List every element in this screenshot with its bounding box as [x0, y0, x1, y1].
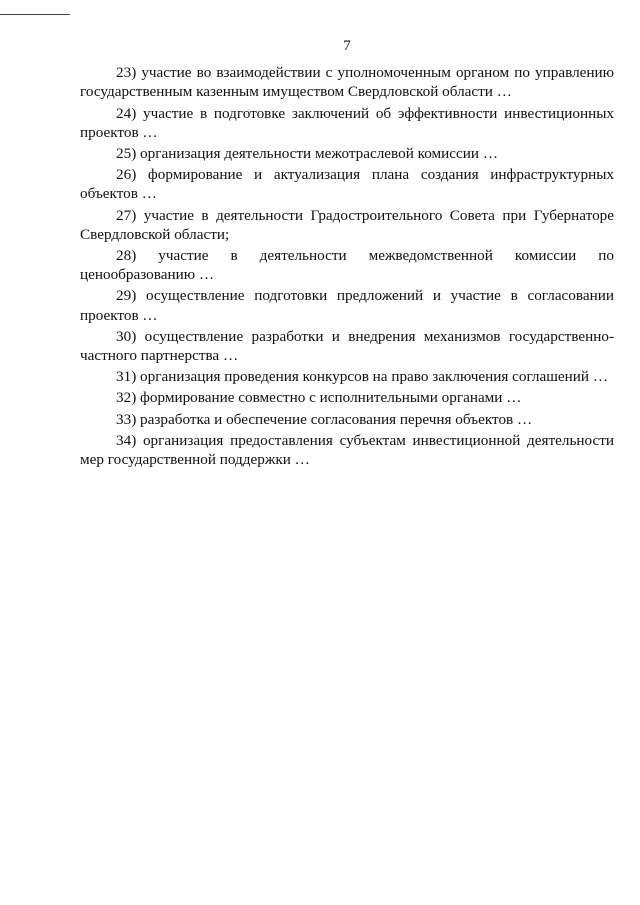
item-27: 27) участие в деятельности Градостроительного Совета при Губернаторе Свердловской области;: [80, 206, 614, 243]
header-rule: [0, 14, 70, 15]
item-28: 28) участие в деятельности межведомственной комиссии по ценообразованию …: [80, 247, 614, 284]
item-24: 24) участие в подготовке заключений об эффективности инвестиционных проектов …: [80, 104, 614, 141]
item-33: 33) разработка и обеспечение согласования перечня объектов …: [116, 410, 533, 428]
item-31: 31) организация проведения конкурсов на право заключения соглашений …: [116, 368, 609, 386]
item-23: 23) участие во взаимодействии с уполномоченным органом по управлению государственным казенным имуществом Свердловской области …: [80, 64, 614, 101]
item-29: 29) осуществление подготовки предложений и участие в согласовании проектов …: [80, 287, 614, 324]
item-34: 34) организация предоставления субъектам инвестиционной деятельности мер государственной поддержки …: [80, 431, 614, 469]
item-32: 32) формирование совместно с исполнительными органами …: [116, 389, 522, 407]
item-25: 25) организация деятельности межотраслевой комиссии …: [116, 145, 499, 163]
page-number: 7: [343, 37, 351, 54]
item-30: 30) осуществление разработки и внедрения механизмов государственно-частного партнерства …: [80, 327, 614, 365]
document-page: [80, 36, 614, 471]
item-26: 26) формирование и актуализация плана создания инфраструктурных объектов …: [80, 166, 614, 203]
